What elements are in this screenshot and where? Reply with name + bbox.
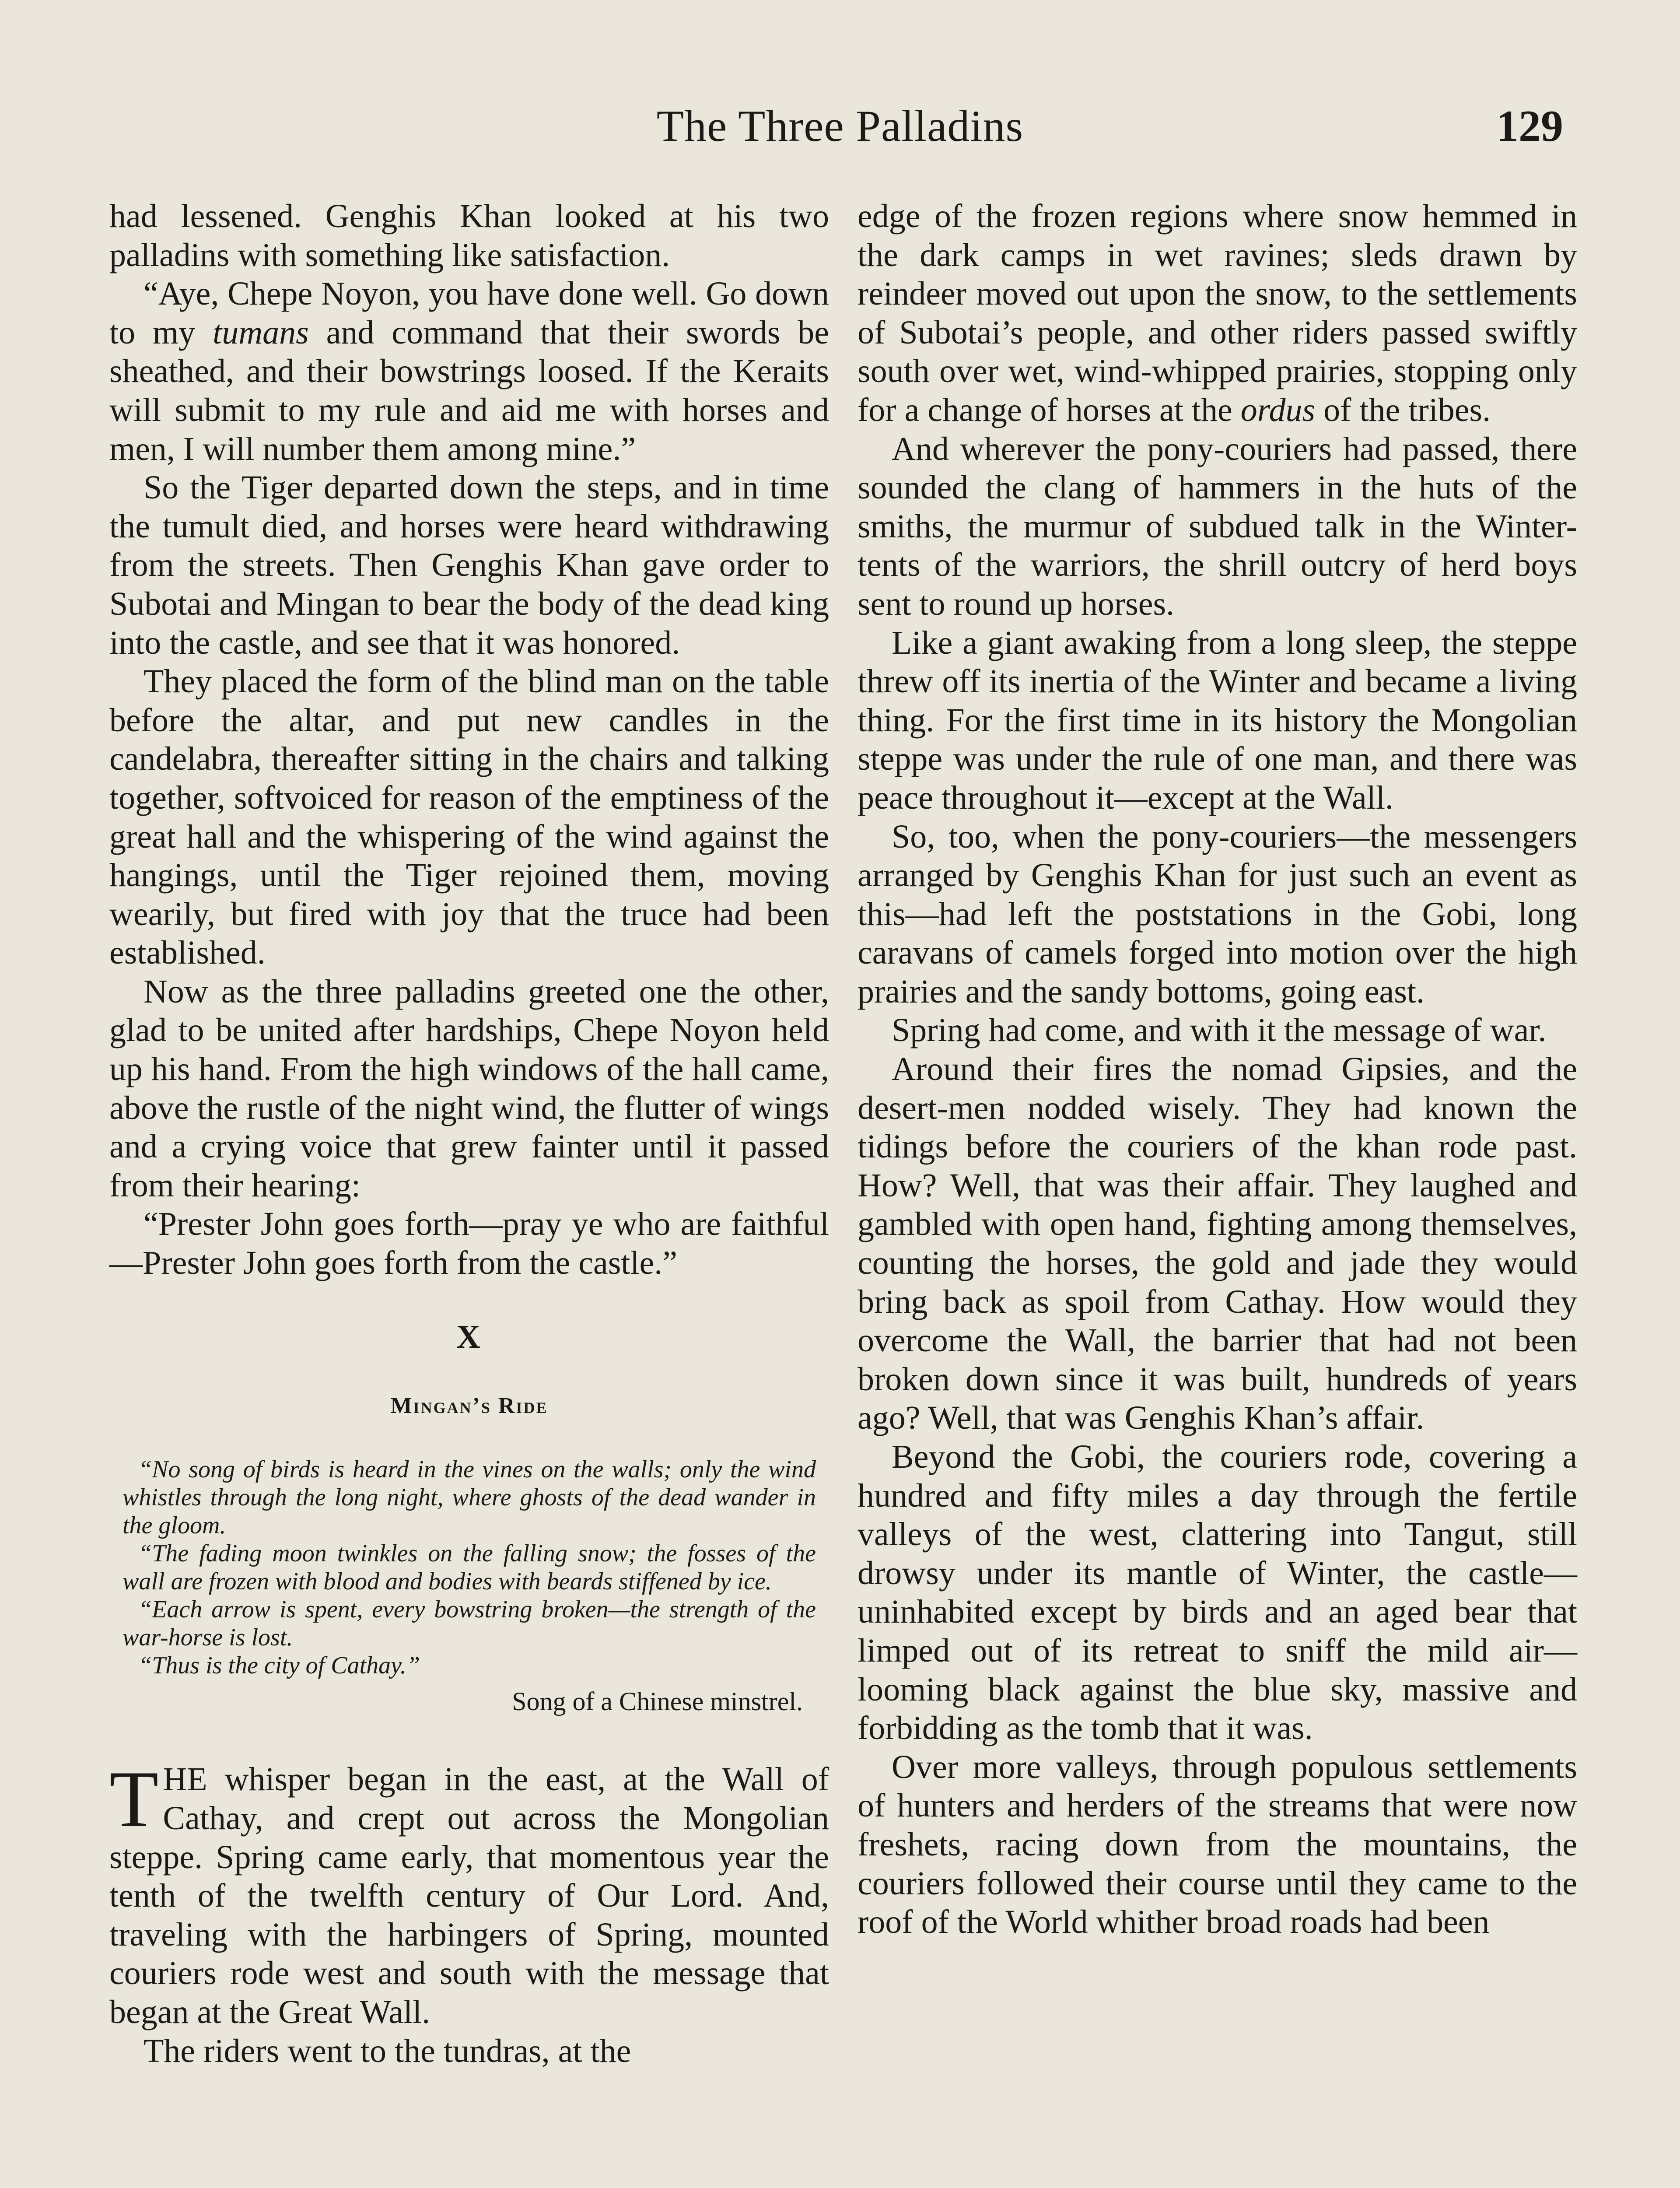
- paragraph: Beyond the Gobi, the couriers rode, covering a hundred and fifty miles a day through the fertile valleys of the west, clattering into Tangut, still drowsy under its mantle of Winter, the castle— uninhabited except by birds and an aged bear that limped out of its retreat to sniff the mild air—looming black against the blue sky, massive and forbidding as the tomb that it was.: [858, 1438, 1577, 1747]
- paragraph: So the Tiger departed down the steps, and in time the tumult died, and horses were heard withdrawing from the streets. Then Genghis Khan gave order to Subotai and Mingan to bear the body of the dead king into the castle, and see that it was honored.: [109, 469, 829, 661]
- paragraph: had lessened. Genghis Khan looked at his two palladins with something like satisfaction.: [109, 198, 829, 274]
- paragraph-text: “Aye, Chepe Noyon, you have done well. Go down to my: [109, 275, 829, 351]
- paragraph-text: edge of the frozen regions where snow hemmed in the dark camps in wet ravines; sleds drawn by reindeer moved out upon the snow, to the settlements of Subotai’s people, and other riders passed swiftly south over wet, wind-whipped prairies, stopping only for a change of horses at the: [858, 198, 1577, 428]
- paragraph: Now as the three palladins greeted one the other, glad to be united after hardships, Chepe Noyon held up his hand. From the high windows of the hall came, above the rustle of the night wind, the flutter of wings and a crying voice that grew fainter until it passed from their hearing:: [109, 973, 829, 1204]
- epigraph: [109, 1455, 829, 1680]
- paragraph: Like a giant awaking from a long sleep, the steppe threw off its inertia of the Winter and became a living thing. For the first time in its history the Mongolian steppe was under the rule of one man, and there was peace throughout it—except at the Wall.: [858, 624, 1577, 816]
- paragraph: Spring had come, and with it the message of war.: [892, 1012, 1547, 1049]
- paragraph: The riders went to the tundras, at the: [144, 2032, 631, 2069]
- epigraph-line: “No song of birds is heard in the vines on the walls; only the wind whistles through the long night, where ghosts of the dead wander in the gloom.: [122, 1455, 816, 1539]
- paragraph-text: HE whisper began in the east, at the Wall of Cathay, and crept out across the Mongolian steppe. Spring came early, that momentous year the tenth of the twelfth century of Our Lord. And, traveling with the harbingers of Spring, mounted couriers rode west and south with the message that began at the Great Wall.: [109, 1761, 829, 2030]
- italic-word: tumans: [213, 314, 309, 351]
- epigraph-line: “The fading moon twinkles on the falling snow; the fosses of the wall are frozen with blood and bodies with beards stiffened by ice.: [122, 1539, 816, 1595]
- paragraph: Around their fires the nomad Gipsies, and the desert-men nodded wisely. They had known the tidings before the couriers of the khan rode past. How? Well, that was their affair. They laughed and gambled with open hand, fighting among themselves, counting the horses, the gold and jade they would bring back as spoil from Cathay. How would they overcome the Wall, the barrier that had not been broken down since it was built, hundreds of years ago? Well, that was Genghis Khan’s affair.: [858, 1051, 1577, 1437]
- epigraph-line: “Each arrow is spent, every bowstring broken—the strength of the war-horse is lost.: [122, 1595, 816, 1651]
- paragraph: [109, 1754, 829, 2031]
- paragraph: And wherever the pony-couriers had passed, there sounded the clang of hammers in the huts of the smiths, the murmur of subdued talk in the Winter-tents of the warriors, the shrill outcry of herd boys sent to round up horses.: [858, 430, 1577, 622]
- paragraph: [858, 197, 1577, 430]
- paragraph: Over more valleys, through populous settlements of hunters and herders of the streams that were now freshets, racing down from the mountains, the couriers followed their course until they came to the roof of the World whither broad roads had been: [858, 1748, 1577, 1941]
- italic-word: ordus: [1240, 391, 1316, 428]
- epigraph-source: Song of a Chinese minstrel.: [512, 1687, 803, 1716]
- paragraph: “Prester John goes forth—pray ye who are faithful—Prester John goes forth from the castle.”: [109, 1206, 829, 1282]
- page-number: 129: [1496, 102, 1563, 151]
- drop-cap: T: [109, 1754, 159, 1844]
- paragraph-text: and command that their swords be sheathed, and their bowstrings loosed. If the Keraits will submit to my rule and aid me with horses and men, I will number them among mine.”: [109, 314, 829, 467]
- paragraph: [109, 274, 829, 468]
- running-title: The Three Palladins: [656, 102, 1024, 151]
- epigraph-line: “Thus is the city of Cathay.”: [138, 1652, 420, 1679]
- paragraph: So, too, when the pony-couriers—the messengers arranged by Genghis Khan for just such an event as this—had left the poststations in the Gobi, long caravans of camels forged into motion over the high prairies and the sandy bottoms, going east.: [858, 818, 1577, 1010]
- page-header: [0, 101, 1680, 158]
- chapter-number: X: [456, 1318, 482, 1355]
- chapter-title: Mingan’s Ride: [390, 1393, 548, 1419]
- paragraph: They placed the form of the blind man on the table before the altar, and put new candles in the candelabra, thereafter sitting in the chairs and talking together, softvoiced for reason of the emptiness of the great hall and the whispering of the wind against the hangings, until the Tiger rejoined them, moving wearily, but fired with joy that the truce had been established.: [109, 663, 829, 971]
- right-column: [858, 197, 1577, 1942]
- paragraph-text: of the tribes.: [1315, 391, 1491, 428]
- left-column: [109, 197, 829, 2070]
